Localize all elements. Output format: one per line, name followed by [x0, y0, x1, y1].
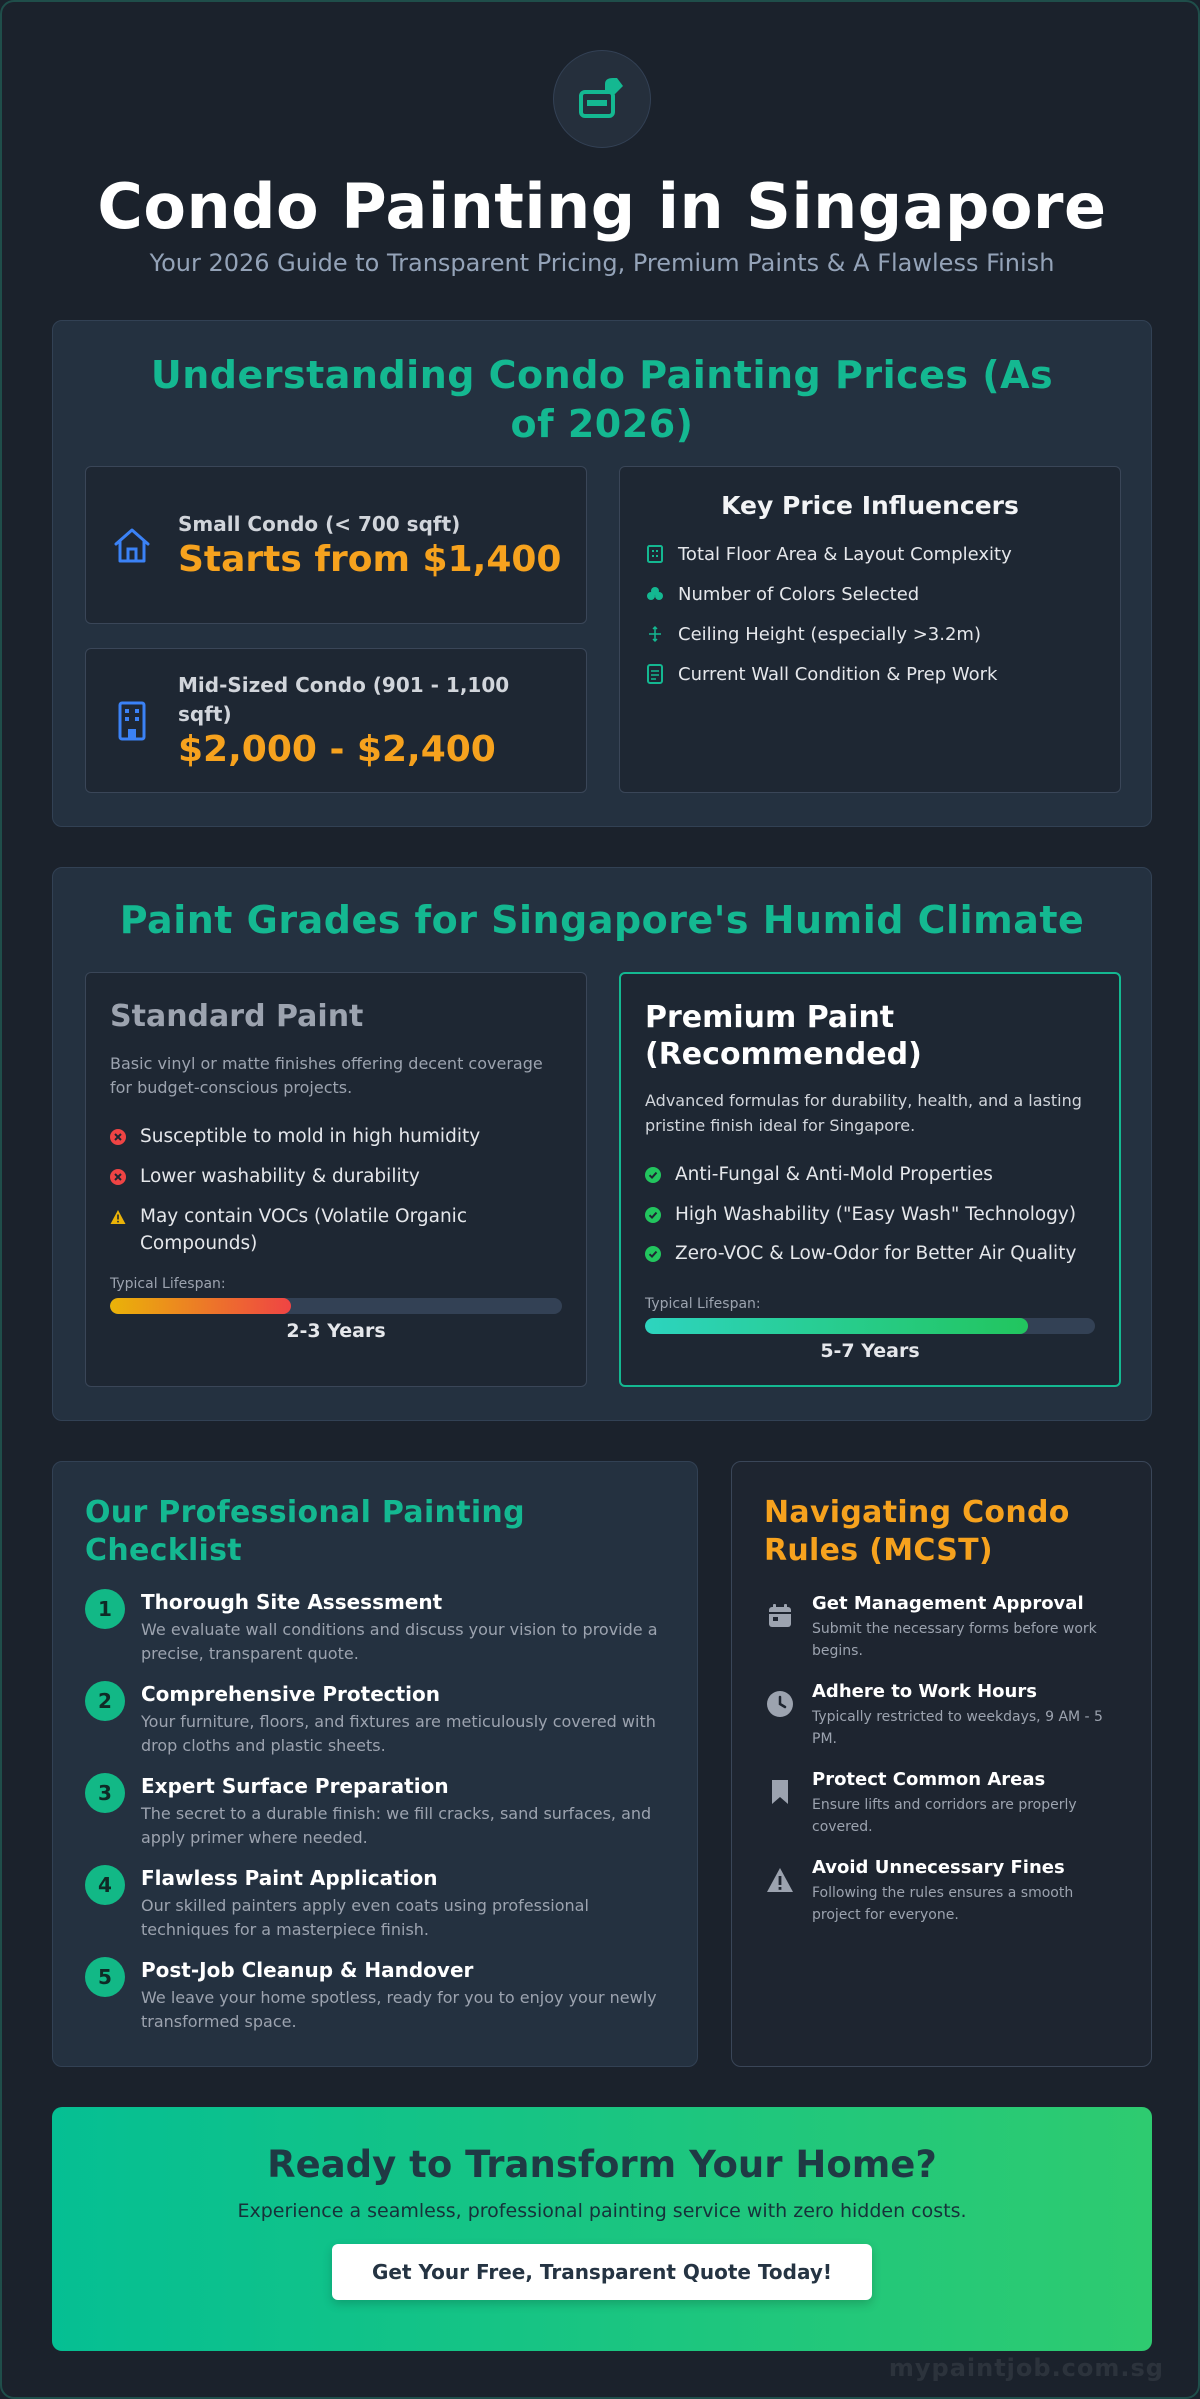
- list-item: [110, 1203, 562, 1259]
- calendar-icon: [767, 1603, 793, 1629]
- x-circle-icon: [110, 1129, 126, 1145]
- step-number: 2: [85, 1681, 125, 1721]
- rule-title: Get Management Approval: [812, 1593, 1084, 1614]
- hero: [2, 50, 1200, 277]
- step-number: 3: [85, 1773, 125, 1813]
- step-desc: The secret to a durable finish: we fill cracks, sand surfaces, and apply primer where needed.: [141, 1804, 652, 1847]
- cta-heading: Ready to Transform Your Home?: [267, 2143, 937, 2186]
- height-arrows-icon: [646, 625, 664, 643]
- grades-heading: Paint Grades for Singapore's Humid Climate: [119, 898, 1085, 942]
- clock-icon: [766, 1690, 794, 1718]
- checklist-step: [85, 1865, 665, 1942]
- step-desc: We leave your home spotless, ready for you to enjoy your newly transformed space.: [141, 1988, 657, 2031]
- rule-desc: Submit the necessary forms before work begins.: [812, 1621, 1097, 1660]
- pro-text: Zero-VOC & Low-Odor for Better Air Quality: [675, 1243, 1077, 1265]
- clipboard-icon: [646, 664, 664, 684]
- checklist-heading: Our Professional Painting Checklist: [85, 1495, 525, 1568]
- standard-paint-desc: Basic vinyl or matte finishes offering decent coverage for budget-conscious projects.: [110, 1053, 543, 1098]
- logo: [553, 50, 651, 148]
- lifespan-label: Typical Lifespan:: [110, 1276, 226, 1293]
- get-quote-button[interactable]: Get Your Free, Transparent Quote Today!: [332, 2244, 872, 2300]
- influencers-title: Key Price Influencers: [721, 491, 1019, 520]
- premium-paint-list: [645, 1161, 1095, 1268]
- floor-plan-icon: [646, 545, 664, 563]
- lifespan-value: 2-3 Years: [286, 1320, 386, 1343]
- influencer-text: Total Floor Area & Layout Complexity: [678, 543, 1012, 565]
- step-title: Comprehensive Protection: [141, 1682, 441, 1706]
- warning-icon: [110, 1209, 126, 1225]
- rule-item: [764, 1592, 1104, 1663]
- page-subtitle: Your 2026 Guide to Transparent Pricing, Premium Paints & A Flawless Finish: [149, 249, 1055, 277]
- step-title: Expert Surface Preparation: [141, 1774, 449, 1798]
- price-card-small: [85, 466, 587, 624]
- lifespan-bar: [645, 1318, 1095, 1334]
- checklist-step: [85, 1773, 665, 1850]
- warning-icon: [766, 1867, 794, 1893]
- rule-title: Avoid Unnecessary Fines: [812, 1857, 1065, 1878]
- step-number: 4: [85, 1865, 125, 1905]
- rule-desc: Typically restricted to weekdays, 9 AM - 5 PM.: [812, 1709, 1103, 1748]
- lifespan-bar-fill: [110, 1298, 291, 1314]
- lifespan-bar: [110, 1298, 562, 1314]
- step-desc: Our skilled painters apply even coats using professional techniques for a masterpiece finish.: [141, 1896, 589, 1939]
- bookmark-icon: [770, 1778, 790, 1806]
- house-icon: [110, 523, 154, 567]
- list-item: [110, 1123, 562, 1151]
- con-text: May contain VOCs (Volatile Organic Compounds): [140, 1205, 467, 1255]
- rule-item: [764, 1768, 1104, 1839]
- mcst-rules-section: [731, 1461, 1152, 2067]
- price-card-value: $2,000 - $2,400: [178, 728, 496, 770]
- step-number: 5: [85, 1957, 125, 1997]
- checklist-step: [85, 1681, 665, 1758]
- cta-text: Experience a seamless, professional painting service with zero hidden costs.: [237, 2200, 967, 2222]
- step-desc: We evaluate wall conditions and discuss your vision to provide a precise, transparent quote.: [141, 1620, 658, 1663]
- standard-paint-list: [110, 1123, 562, 1258]
- rule-item: [764, 1856, 1104, 1927]
- list-item: [645, 1201, 1095, 1229]
- step-desc: Your furniture, floors, and fixtures are meticulously covered with drop cloths and plastic sheets.: [141, 1712, 656, 1755]
- rule-item: [764, 1680, 1104, 1751]
- premium-paint-desc: Advanced formulas for durability, health, and a lasting pristine finish ideal for Singapore.: [645, 1091, 1082, 1135]
- check-circle-icon: [645, 1167, 661, 1183]
- price-card-mid: [85, 648, 587, 793]
- lifespan-label: Typical Lifespan:: [645, 1296, 761, 1313]
- check-circle-icon: [645, 1207, 661, 1223]
- rule-title: Protect Common Areas: [812, 1769, 1046, 1790]
- list-item: [110, 1163, 562, 1191]
- pricing-section: [52, 320, 1152, 827]
- price-influencers-card: [619, 466, 1121, 793]
- price-card-label: Small Condo (< 700 sqft): [178, 511, 461, 536]
- lifespan-value: 5-7 Years: [820, 1340, 920, 1363]
- price-card-value: Starts from $1,400: [178, 538, 562, 580]
- step-number: 1: [85, 1589, 125, 1629]
- checklist-step: [85, 1589, 665, 1666]
- list-item: [645, 1161, 1095, 1189]
- x-circle-icon: [110, 1169, 126, 1185]
- standard-paint-card: [85, 972, 587, 1387]
- paint-roller-icon: [575, 72, 629, 126]
- step-title: Flawless Paint Application: [141, 1866, 438, 1890]
- pro-text: High Washability ("Easy Wash" Technology): [675, 1203, 1077, 1225]
- palette-icon: [646, 585, 664, 603]
- watermark: mypaintjob.com.sg: [888, 2354, 1164, 2382]
- list-item: [646, 574, 1120, 614]
- list-item: [645, 1240, 1095, 1268]
- influencers-list: [620, 534, 1120, 694]
- step-title: Thorough Site Assessment: [141, 1590, 443, 1614]
- premium-paint-card: [619, 972, 1121, 1387]
- rules-heading: Navigating Condo Rules (MCST): [764, 1495, 1070, 1568]
- influencer-text: Ceiling Height (especially >3.2m): [678, 623, 981, 645]
- checklist-section: [52, 1461, 698, 2067]
- con-text: Susceptible to mold in high humidity: [140, 1126, 481, 1148]
- rule-desc: Following the rules ensures a smooth project for everyone.: [812, 1885, 1074, 1924]
- lifespan-bar-fill: [645, 1318, 1028, 1334]
- cta-banner: [52, 2107, 1152, 2351]
- list-item: [646, 614, 1120, 654]
- pro-text: Anti-Fungal & Anti-Mold Properties: [675, 1163, 993, 1185]
- standard-paint-title: Standard Paint: [110, 999, 364, 1034]
- page-title: Condo Painting in Singapore: [97, 170, 1107, 243]
- paint-grades-section: [52, 867, 1152, 1421]
- influencer-text: Number of Colors Selected: [678, 583, 920, 605]
- rule-title: Adhere to Work Hours: [812, 1681, 1037, 1702]
- checklist-step: [85, 1957, 665, 2034]
- pricing-heading: Understanding Condo Painting Prices (As of 2026): [150, 353, 1054, 447]
- con-text: Lower washability & durability: [140, 1165, 420, 1187]
- price-card-label: Mid-Sized Condo (901 - 1,100 sqft): [178, 672, 510, 726]
- list-item: [646, 654, 1120, 694]
- premium-paint-title: Premium Paint (Recommended): [645, 1000, 922, 1072]
- list-item: [646, 534, 1120, 574]
- influencer-text: Current Wall Condition & Prep Work: [678, 663, 998, 685]
- rule-desc: Ensure lifts and corridors are properly covered.: [812, 1797, 1077, 1836]
- step-title: Post-Job Cleanup & Handover: [141, 1958, 474, 1982]
- building-icon: [110, 699, 154, 743]
- check-circle-icon: [645, 1246, 661, 1262]
